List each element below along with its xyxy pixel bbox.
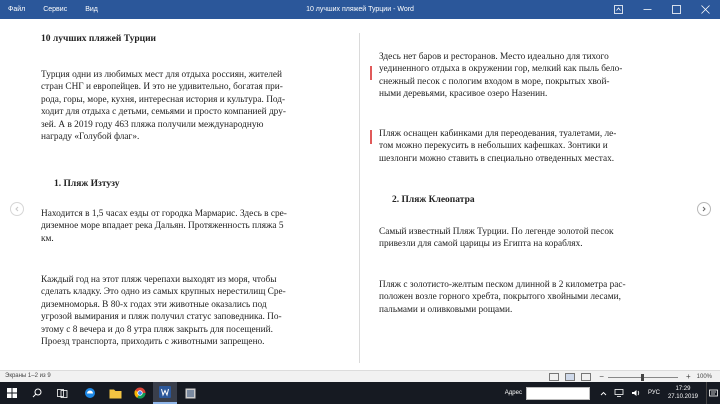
restore-ribbon-icon [614,5,623,14]
previous-screen-button[interactable] [10,202,24,216]
taskbar-app[interactable] [178,382,202,404]
word-icon [159,386,171,398]
zoom-percent[interactable]: 100% [696,374,712,380]
folder-icon [109,388,122,399]
system-tray [505,382,720,404]
iztuzu-paragraph-facilities[interactable] [379,128,675,165]
print-layout-icon[interactable] [581,373,591,381]
text-line: уединенного отдыха в окружении гор, мелкий как пыль бело- [379,64,623,75]
zoom-slider-thumb[interactable] [641,374,644,381]
zoom-out-icon[interactable]: − [599,372,604,381]
cleopatra-paragraph-description[interactable] [379,279,675,316]
text-line: рода, горы, море, кухня, интересная история и культура. Под- [41,94,286,105]
text-line: положен возле горного хребта, покрытого хвойными лесами, [379,292,621,303]
next-screen-button[interactable] [697,202,711,216]
windows-logo-icon [7,388,17,398]
text-line: диземное море впадает река Дальян. Протяженность пляжа 5 [41,221,284,232]
section-heading-iztuzu: 1. Пляж Изтузу [54,179,120,189]
maximize-icon [672,5,681,14]
network-tray-button[interactable] [614,389,624,397]
clock[interactable] [668,385,698,401]
status-bar [0,370,720,382]
task-view-icon [57,389,68,398]
right-page [379,19,675,370]
taskbar-edge[interactable] [78,382,102,404]
address-toolbar-input[interactable] [526,387,590,400]
menu-file[interactable]: Файл [8,6,26,13]
iztuzu-paragraph-location[interactable] [41,208,339,245]
text-line: Находится в 1,5 часах езды от городка Мармарис. Здесь в сре- [41,209,287,219]
network-icon [614,389,624,397]
read-mode-icon[interactable] [565,373,575,381]
text-line: ными деревьями, красивое озеро Назенин. [379,89,548,100]
chrome-icon [134,387,146,399]
text-line: том можно перекусить в небольших кафешках. Зонтики и [379,141,608,152]
close-button[interactable] [691,0,720,19]
text-line: пальмами и оливковыми рощами. [379,304,513,315]
revision-change-mark [370,66,372,80]
focus-mode-icon[interactable] [549,373,559,381]
close-icon [701,5,710,14]
read-mode-view [0,19,720,370]
taskbar-chrome[interactable] [128,382,152,404]
menu-bar [0,0,107,19]
taskbar [0,382,720,404]
screen-counter: Экраны 1–2 из 9 [5,373,51,379]
text-line: награду «Голубой флаг». [41,132,140,143]
menu-view[interactable]: Вид [85,6,98,13]
text-line: ходит для отдыха с детьми, семьями и просто компанией дру- [41,107,286,118]
text-line: Самый известный Пляж Турции. По легенде золотой песок [379,227,614,237]
app-icon [185,388,196,399]
chevron-up-icon [600,391,607,396]
page-divider [359,33,360,363]
text-line: Пляж с золотисто-желтым песком длинной в 2 километра рас- [379,280,626,290]
text-line: привезли для самой царицы из Египта на кораблях. [379,239,583,250]
text-line: Пляж оснащен кабинками для переодевания, туалетами, ле- [379,129,617,139]
text-line: диземноморья. В 80-х годах эти животные оказались под [41,299,267,310]
text-line: угрозой вымирания и пляж получил статус заповедника. По- [41,312,282,323]
cleopatra-paragraph-legend[interactable] [379,226,675,251]
text-line: Каждый год на этот пляж черепахи выходят из моря, чтобы [41,275,277,285]
text-line: этому с 8 вечера и до 8 утра пляж закрыть для посещений. [41,324,273,335]
restore-ribbon-button[interactable] [604,0,633,19]
text-line: Турция одни из любимых мест для отдыха россиян, жителей [41,70,282,80]
text-line: Проезд транспорта, приходить с животными запрещено. [41,337,265,348]
text-line: км. [41,233,54,244]
search-button[interactable] [25,382,49,404]
start-button[interactable] [0,382,24,404]
action-center-button[interactable] [706,382,720,404]
minimize-button[interactable] [633,0,662,19]
status-right-group [543,372,712,382]
clock-date: 27.10.2019 [667,394,698,400]
clock-time: 17:29 [675,386,691,392]
chevron-left-icon [14,206,20,212]
text-line: шезлонги можно ставить в специально отведенных местах. [379,153,615,164]
zoom-slider[interactable] [608,377,678,378]
title-bar [0,0,720,19]
window-controls [604,0,720,19]
chevron-right-icon [701,206,707,212]
text-line: снежный песок с пологим входом в море, покрытых хвой- [379,76,610,87]
revision-change-mark [370,130,372,144]
iztuzu-paragraph-nature[interactable] [379,51,675,101]
maximize-button[interactable] [662,0,691,19]
notifications-icon [709,389,718,398]
minimize-icon [643,5,652,14]
language-indicator[interactable]: РУС [647,390,660,396]
text-line: зей. А в 2019 году 463 пляжа получили международную [41,119,264,130]
intro-paragraph[interactable] [41,69,339,143]
task-view-button[interactable] [50,382,74,404]
text-line: Здесь нет баров и ресторанов. Место идеально для тихого [379,52,609,62]
taskbar-word[interactable] [153,382,177,404]
zoom-in-icon[interactable]: + [685,372,691,381]
menu-tools[interactable]: Сервис [43,6,68,13]
edge-icon [84,387,96,399]
section-heading-cleopatra: 2. Пляж Клеопатра [392,195,475,205]
text-line: сделать кладку. Это одно из самых крупных нерестилищ Сре- [41,287,286,298]
search-icon [32,388,42,398]
show-hidden-icons-button[interactable] [600,391,607,396]
speaker-icon [631,389,641,397]
volume-tray-button[interactable] [631,389,641,397]
left-page [41,19,339,370]
text-line: стран СНГ и европейцев. И это не удивительно, богатая при- [41,82,283,93]
taskbar-file-explorer[interactable] [103,382,127,404]
document-title: 10 лучших пляжей Турции [41,34,157,44]
window-title: 10 лучших пляжей Турции - Word [306,6,414,13]
iztuzu-paragraph-turtles[interactable] [41,274,339,348]
address-label: Адрес [504,390,522,396]
